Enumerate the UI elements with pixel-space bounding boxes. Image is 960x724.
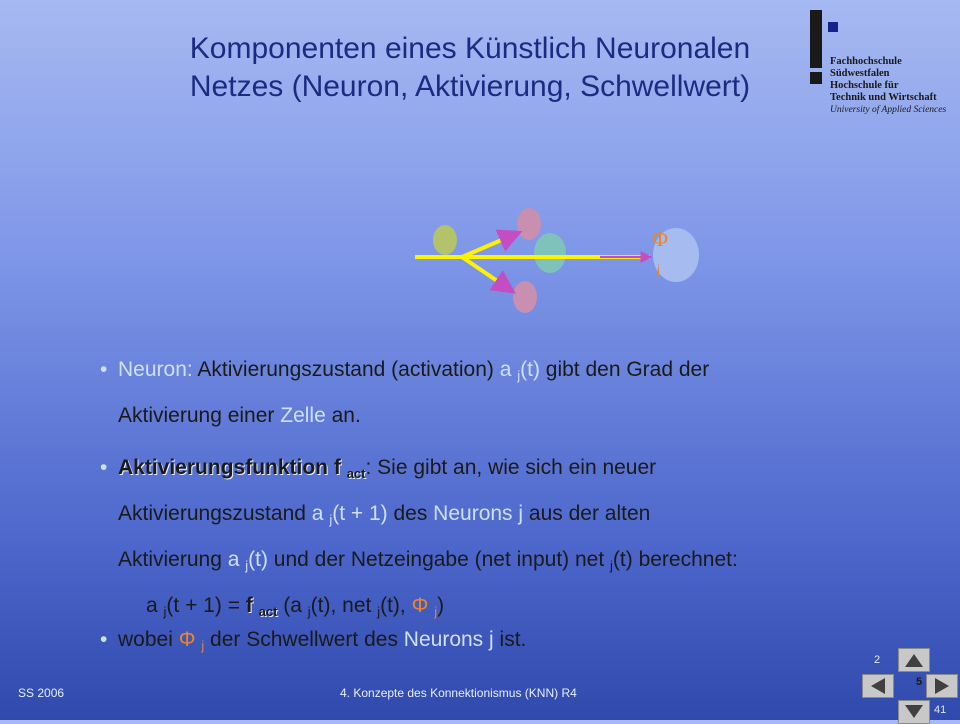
text: a	[146, 594, 158, 617]
subscript: j	[307, 604, 311, 619]
subscript: j	[610, 558, 613, 573]
slide-navigation	[858, 646, 958, 720]
bullet-dot: •	[100, 358, 108, 381]
term-neurons-j: Neurons j	[433, 502, 524, 525]
text: )	[437, 594, 445, 617]
text: Aktivierungszustand (activation)	[192, 358, 500, 381]
text: gibt den Grad der	[539, 358, 710, 381]
text: (a	[277, 594, 308, 617]
term-activation-function	[118, 456, 365, 479]
first-page-number: 2	[874, 654, 881, 666]
nav-next-button[interactable]	[926, 674, 958, 698]
slide-title-line-1: Komponenten eines Künstlich Neuronalen	[189, 32, 751, 65]
bullet-threshold	[100, 620, 930, 666]
slide-title	[140, 30, 800, 106]
text: (t),	[380, 594, 412, 617]
text: Φ	[411, 594, 429, 617]
logo-square	[828, 22, 838, 32]
bullet-dot: •	[100, 456, 108, 479]
subscript: j	[245, 558, 249, 573]
threshold-phi: Φ	[652, 226, 669, 251]
logo-line-2: Südwestfalen	[830, 68, 890, 79]
neuron-pink-bottom	[513, 281, 537, 313]
subscript: j	[329, 512, 333, 527]
text: (t)	[248, 548, 268, 571]
text: der Schwellwert des	[204, 628, 404, 651]
subscript: j	[201, 638, 205, 653]
logo-line-1: Fachhochschule	[830, 56, 902, 67]
arrow-up-icon	[899, 649, 929, 671]
neuron-input	[433, 225, 457, 255]
connection-arrow-down	[462, 257, 512, 291]
nav-up-button[interactable]	[898, 648, 930, 672]
threshold-phi-subscript: j	[657, 262, 660, 277]
text: (t)	[520, 358, 540, 381]
text: und der Netzeingabe (net input) net	[267, 548, 611, 571]
footer-chapter: 4. Konzepte des Konnektionismus (KNN) R4	[340, 686, 577, 700]
current-page-number: 5	[916, 676, 923, 688]
neuron-teal	[534, 233, 566, 273]
text: a	[499, 358, 512, 381]
text: aus der alten	[523, 502, 651, 525]
text: (t), net	[310, 594, 378, 617]
text: Sie gibt an, wie sich ein neuer	[371, 456, 657, 479]
logo-exclamation-bar	[810, 10, 822, 68]
neuron-diagram	[400, 200, 730, 325]
nav-down-button[interactable]	[898, 700, 930, 724]
bullet-dot: •	[100, 628, 108, 651]
text: f	[245, 594, 253, 617]
logo-exclamation-dot	[810, 72, 822, 84]
term-neuron: Neuron:	[118, 358, 193, 381]
activation-formula	[118, 594, 444, 617]
subscript: j	[377, 604, 381, 619]
arrow-right-icon	[927, 675, 957, 697]
subscript: j	[163, 604, 167, 619]
subscript: j	[434, 604, 438, 619]
logo-tagline: University of Applied Sciences	[830, 105, 947, 115]
connection-arrow-up	[462, 233, 518, 257]
text: :	[365, 456, 372, 479]
text: (t + 1) =	[166, 594, 246, 617]
text: (t) berechnet:	[612, 548, 738, 571]
logo-line-4: Technik und Wirtschaft	[830, 92, 937, 103]
subscript: j	[517, 368, 521, 383]
text: des	[387, 502, 434, 525]
nav-previous-button[interactable]	[862, 674, 894, 698]
arrow-left-icon	[863, 675, 893, 697]
text: Aktivierung	[118, 548, 228, 571]
text: Aktivierungsfunktion f	[118, 456, 341, 479]
text: an.	[325, 404, 361, 427]
term-zelle: Zelle	[280, 404, 326, 427]
last-page-number: 41	[934, 704, 947, 716]
text: (t + 1)	[332, 502, 388, 525]
text: Φ	[178, 628, 196, 651]
subscript: act	[258, 604, 278, 619]
text: wobei	[118, 628, 179, 651]
slide-title-line-2: Netzes (Neuron, Aktivierung, Schwellwert)	[189, 70, 751, 103]
text: Aktivierung einer	[118, 404, 281, 427]
text: ist.	[493, 628, 527, 651]
text: a	[311, 502, 324, 525]
university-logo	[800, 10, 955, 125]
text: a	[227, 548, 240, 571]
var-a	[500, 358, 540, 381]
bullet-activation-function	[100, 448, 930, 632]
term-neurons-j: Neurons j	[403, 628, 494, 651]
footer-semester: SS 2006	[18, 686, 65, 700]
text: Aktivierungszustand	[118, 502, 312, 525]
bullet-neuron	[100, 350, 930, 436]
subscript: act	[346, 466, 366, 481]
logo-text	[830, 56, 946, 116]
logo-line-3: Hochschule für	[830, 80, 899, 91]
neuron-pink-top	[517, 208, 541, 240]
